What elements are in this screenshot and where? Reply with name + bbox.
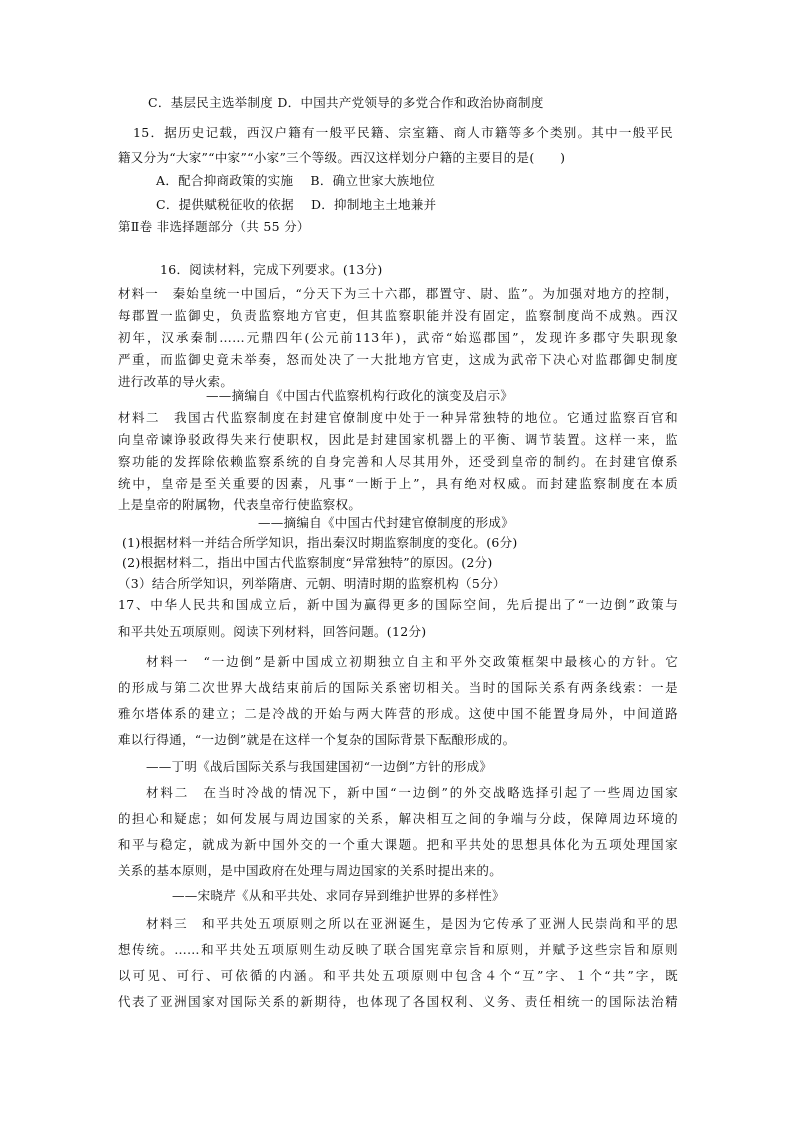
q14-option-cd: C．基层民主选举制度 D．中国共产党领导的多党合作和政治协商制度 <box>148 95 544 110</box>
q15-option-cd: C．提供赋税征收的依据 D．抑制地主土地兼并 <box>156 197 437 212</box>
q15-stem-line-1: 15．据历史记载，西汉户籍有一般平民籍、宗室籍、商人市籍等多个类别。其中一般平民 <box>133 125 673 140</box>
q16-material-1-line: 进行改革的导火索。 <box>118 374 234 389</box>
q17-material-2-source: ——宋晓芹《从和平共处、求同存异到维护世界的多样性》 <box>172 888 505 903</box>
q15-stem-line-2: 籍又分为“大家”“中家”“小家”三个等级。西汉这样划分户籍的主要目的是( ) <box>118 150 566 165</box>
q17-stem-line-1: 17、中华人民共和国成立后，新中国为赢得更多的国际空间，先后提出了“一边倒”政策与 <box>118 597 678 612</box>
q17-material-3-line: 代表了亚洲国家对国际关系的新期待，也体现了各国权利、义务、责任相统一的国际法治精 <box>118 994 678 1009</box>
q17-material-2-line: 材料二 在当时冷战的情况下，新中国“一边倒”的外交战略选择引起了一些周边国家 <box>146 785 678 800</box>
q17-material-1-line: 难以行得通，“一边倒”就是在这样一个复杂的国际背景下酝酿形成的。 <box>118 732 516 747</box>
q16-material-2-line: 向皇帝谏诤驳政得失来行使职权，因此是封建国家机器上的平衡、调节装置。这样一来，监 <box>118 432 678 447</box>
q17-material-2-line: 和平与稳定，就成为新中国外交的一个重大课题。把和平共处的思想具体化为五项处理国家 <box>118 837 678 852</box>
q16-sub-question-1: (1)根据材料一并结合所学知识，指出秦汉时期监察制度的变化。(6分) <box>122 535 518 550</box>
q17-material-3-line: 以可见、可行、可依循的内涵。和平共处五项原则中包含４个“互”字、１个“共”字，既 <box>118 968 678 983</box>
q16-stem: 16．阅读材料，完成下列要求。(13分) <box>160 262 383 277</box>
q17-material-2-line: 关系的基本原则，是中国政府在处理与周边国家的关系时提出来的。 <box>118 863 503 878</box>
q17-material-2-line: 的担心和疑虑；如何发展与周边国家的关系，解决相互之间的争端与分歧，保障周边环境的 <box>118 811 678 826</box>
q17-material-1-source: ——丁明《战后国际关系与我国建国初“一边倒”方针的形成》 <box>146 759 493 774</box>
q16-material-1-line: 初年，汉承秦制……元鼎四年(公元前113年)，武帝“始巡郡国”，发现许多郡守失职现象 <box>118 330 678 345</box>
q17-material-1-line: 的形成与第二次世界大战结束前后的国际关系密切相关。当时的国际关系有两条线索：一是 <box>118 680 678 695</box>
q16-material-1-line: 每郡置一监御史，负责监察地方官吏，但其监察职能并没有固定，监察制度尚不成熟。西汉 <box>118 308 678 323</box>
q16-material-1-line: 材料一 秦始皇统一中国后，“分天下为三十六郡，郡置守、尉、监”。为加强对地方的控制， <box>118 286 678 301</box>
q15-option-ab: A．配合抑商政策的实施 B．确立世家大族地位 <box>156 173 436 188</box>
q17-material-3-line: 想传统。……和平共处五项原则生动反映了联合国宪章宗旨和原则，并赋予这些宗旨和原则 <box>118 942 678 957</box>
q17-material-1-line: 雅尔塔体系的建立；二是冷战的开始与两大阵营的形成。这使中国不能置身局外，中间道路 <box>118 706 678 721</box>
q17-material-1-line: 材料一 “一边倒”是新中国成立初期独立自主和平外交政策框架中最核心的方针。它 <box>146 654 678 669</box>
q17-material-3-line: 材料三 和平共处五项原则之所以在亚洲诞生，是因为它传承了亚洲人民崇尚和平的思 <box>146 916 678 931</box>
q16-material-2-line: 察功能的发挥除依赖监察系统的自身完善和人尽其用外，还受到皇帝的制约。在封建官僚系 <box>118 454 678 469</box>
q16-sub-question-3: （3）结合所学知识，列举隋唐、元朝、明清时期的监察机构（5分） <box>118 576 506 591</box>
q16-sub-question-2: (2)根据材料二，指出中国古代监察制度“异常独特”的原因。(2分) <box>122 555 493 570</box>
q16-material-2-line: 上是皇帝的附属物，代表皇帝行使监察权。 <box>118 497 362 512</box>
q16-material-2-source: ——摘编自《中国古代封建官僚制度的形成》 <box>258 515 515 530</box>
q16-material-1-line: 严重，而监御史竟未举奏，怒而处决了一大批地方官吏，这成为武帝下决心对监郡御史制度 <box>118 352 678 367</box>
q17-stem-line-2: 和平共处五项原则。阅读下列材料，回答问题。(12分) <box>118 624 427 639</box>
q16-material-2-line: 统中，皇帝是至关重要的因素，凡事“一断于上”，具有绝对权威。而封建监察制度在本质 <box>118 476 678 491</box>
q16-material-1-source: ——摘编自《中国古代监察机构行政化的演变及启示》 <box>206 388 514 403</box>
section-title: 第Ⅱ卷 非选择题部分（共 55 分） <box>118 219 310 234</box>
q16-material-2-line: 材料二 我国古代监察制度在封建官僚制度中处于一种异常独特的地位。它通过监察百官和 <box>118 410 678 425</box>
